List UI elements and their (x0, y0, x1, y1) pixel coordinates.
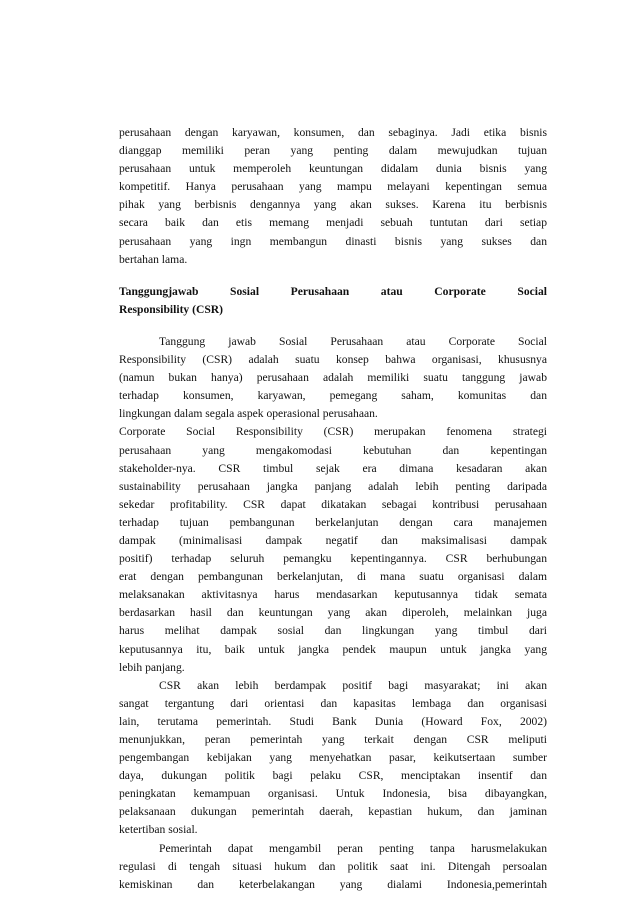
text-line: sangat tergantung dari orientasi dan kapasitas lembaga dan organisasi (119, 696, 547, 710)
csr-definition-paragraph (119, 333, 547, 677)
text-line: Responsibility (CSR) adalah suatu konsep bahwa organisasi, khususnya (119, 353, 547, 367)
text-line: dianggap memiliki peran yang penting dalam mewujudkan tujuan (119, 144, 547, 158)
text-line: peningkatan kemampuan organisasi. Untuk Indonesia, bisa dibayangkan, (119, 787, 547, 801)
text-line: dampak (minimalisasi dampak negatif dan maksimalisasi dampak (119, 533, 547, 547)
text-line: erat dengan pembangunan berkelanjutan, di mana suatu organisasi dalam (119, 570, 547, 584)
text-line: keputusannya itu, baik untuk jangka pendek maupun untuk jangka yang (119, 642, 547, 656)
text-line: CSR akan lebih berdampak positif bagi masyarakat; ini akan (159, 678, 547, 692)
text-line: Tanggung jawab Sosial Perusahaan atau Corporate Social (159, 334, 547, 348)
text-line: pihak yang berbisnis dengannya yang akan sukses. Karena itu berbisnis (119, 198, 547, 212)
document-page (119, 124, 547, 894)
text-line: berdasarkan hasil dan keuntungan yang akan diperoleh, melainkan juga (119, 606, 547, 620)
text-line: perusahaan untuk memperoleh keuntungan didalam dunia bisnis yang (119, 162, 547, 176)
text-line: Pemerintah dapat mengambil peran penting tanpa harusmelakukan (159, 841, 547, 855)
section-heading (119, 283, 547, 319)
text-line: lingkungan dalam segala aspek operasional perusahaan. (119, 407, 378, 421)
heading-line: Responsibility (CSR) (119, 302, 224, 316)
text-line: sustainability perusahaan jangka panjang adalah lebih penting daripada (119, 479, 547, 493)
text-line: daya, dukungan politik bagi pelaku CSR, menciptakan insentif dan (119, 769, 547, 783)
text-line: harus melihat dampak sosial dan lingkungan yang timbul dari (119, 624, 547, 638)
text-line: pelaksanaan dukungan pemerintah daerah, kepastian hukum, dan jaminan (119, 805, 547, 819)
text-line: sekedar profitability. CSR dapat dikatakan sebagai kontribusi perusahaan (119, 497, 547, 511)
text-line: bertahan lama. (119, 252, 188, 266)
text-line: stakeholder-nya. CSR timbul sejak era dimana kesadaran akan (119, 461, 547, 475)
text-line: lain, terutama pemerintah. Studi Bank Dunia (Howard Fox, 2002) (119, 714, 547, 728)
text-line: positif) terhadap seluruh pemangku kepentingannya. CSR berhubungan (119, 552, 547, 566)
text-line: melaksanakan aktivitasnya harus mendasarkan keputusannya tidak semata (119, 588, 547, 602)
government-role-paragraph (119, 840, 547, 894)
text-line: perusahaan dengan karyawan, konsumen, dan sebaginya. Jadi etika bisnis (119, 126, 547, 139)
text-line: Corporate Social Responsibility (CSR) merupakan fenomena strategi (119, 425, 547, 439)
text-line: pengembangan kebijakan yang menyehatkan pasar, keikutsertaan sumber (119, 751, 547, 765)
intro-paragraph (119, 124, 547, 269)
text-line: kemiskinan dan keterbelakangan yang dialami Indonesia,pemerintah (119, 877, 547, 891)
text-line: ketertiban sosial. (119, 823, 198, 837)
text-line: terhadap tujuan pembangunan berkelanjutan dengan cara manajemen (119, 515, 547, 529)
text-line: perusahaan yang mengakomodasi kebutuhan dan kepentingan (119, 443, 547, 457)
text-line: lebih panjang. (119, 660, 185, 674)
text-line: menunjukkan, peran pemerintah yang terkait dengan CSR meliputi (119, 733, 547, 746)
text-line: (namun bukan hanya) perusahaan adalah memiliki suatu tanggung jawab (119, 371, 547, 385)
text-line: regulasi di tengah situasi hukum dan politik saat ini. Ditengah persoalan (119, 859, 547, 873)
text-line: kompetitif. Hanya perusahaan yang mampu melayani kepentingan semua (119, 180, 547, 194)
text-line: terhadap konsumen, karyawan, pemegang saham, komunitas dan (119, 389, 547, 403)
csr-dependence-paragraph (119, 677, 547, 840)
text-line: secara baik dan etis memang menjadi sebuah tuntutan dari setiap (119, 216, 547, 230)
heading-line: Tanggungjawab Sosial Perusahaan atau Corporate Social (119, 284, 547, 298)
text-line: perusahaan yang ingn membangun dinasti bisnis yang sukses dan (119, 234, 547, 248)
